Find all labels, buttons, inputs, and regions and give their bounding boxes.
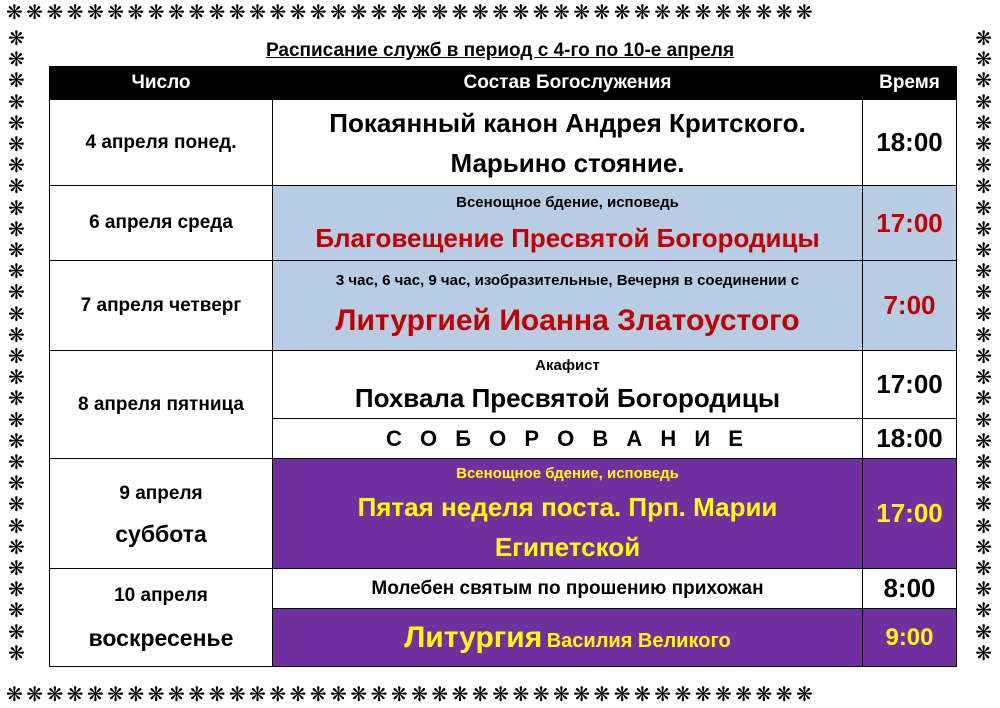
liturgy-label: Литургия: [404, 620, 543, 654]
col-time-header: Время: [863, 67, 957, 100]
ornament-border-top: ❋❋❋❋❋❋❋❋❋❋❋❋❋❋❋❋❋❋❋❋❋❋❋❋❋❋❋❋❋❋❋❋❋❋❋❋❋❋❋❋: [6, 0, 817, 24]
service-line: Марьино стояние.: [450, 147, 685, 178]
row-time: 17:00: [863, 351, 957, 419]
service-line: Покаянный канон Андрея Критского.: [329, 107, 806, 138]
service-line: Похвала Пресвятой Богородицы: [354, 382, 781, 413]
row-date: 8 апреля пятница: [50, 351, 273, 459]
page-title: Расписание служб в период с 4-го по 10-е апреля: [265, 40, 735, 61]
table-row: [50, 261, 957, 351]
schedule-table: [49, 66, 957, 667]
row-date: [50, 569, 273, 667]
row-service: [273, 100, 863, 186]
row-service: [273, 459, 863, 569]
date-line: 10 апреля: [114, 584, 208, 606]
row-time-extra: 18:00: [863, 419, 957, 459]
date-line: воскресенье: [88, 624, 234, 651]
row-date: 6 апреля среда: [50, 186, 273, 261]
table-row: [50, 569, 957, 609]
row-time: 17:00: [863, 186, 957, 261]
service-line: 3 час, 6 час, 9 час, изобразительные, Вечерня в соединении с: [335, 271, 800, 289]
ornament-border-bottom: ❋❋❋❋❋❋❋❋❋❋❋❋❋❋❋❋❋❋❋❋❋❋❋❋❋❋❋❋❋❋❋❋❋❋❋❋❋❋❋❋: [6, 682, 817, 706]
col-service-header: Состав Богослужения: [273, 67, 863, 100]
row-service: [273, 351, 863, 419]
table-row: [50, 100, 957, 186]
row-service: [273, 261, 863, 351]
service-line: Акафист: [535, 356, 600, 374]
feast-name: Египетской: [494, 531, 641, 562]
row-time-extra: 9:00: [863, 609, 957, 667]
ornament-border-left: ❋❋❋❋❋❋❋❋❋❋❋❋❋❋❋❋❋❋❋❋❋❋❋❋❋❋❋❋❋❋: [8, 26, 25, 665]
row-time: 8:00: [863, 569, 957, 609]
table-row: [50, 351, 957, 419]
feast-name: Литургией Иоанна Златоустого: [335, 303, 800, 337]
table-row: [50, 459, 957, 569]
row-time: 7:00: [863, 261, 957, 351]
service-line: Всенощное бдение, исповедь: [456, 464, 679, 482]
row-time: 17:00: [863, 459, 957, 569]
row-service: Молебен святым по прошению прихожан: [273, 569, 863, 609]
table-row: [50, 186, 957, 261]
date-line: суббота: [115, 520, 207, 547]
liturgy-sublabel: Василия Великого: [546, 629, 731, 652]
feast-name: Пятая неделя поста. Прп. Марии: [357, 491, 778, 522]
col-date-header: Число: [50, 67, 273, 100]
service-line: Всенощное бдение, исповедь: [456, 194, 679, 211]
row-service-extra: [273, 609, 863, 667]
table-header-row: [50, 67, 957, 100]
row-date: [50, 459, 273, 569]
row-date: 4 апреля понед.: [50, 100, 273, 186]
ornament-border-right: ❋❋❋❋❋❋❋❋❋❋❋❋❋❋❋❋❋❋❋❋❋❋❋❋❋❋❋❋❋❋: [975, 26, 992, 665]
row-date: 7 апреля четверг: [50, 261, 273, 351]
row-service: [273, 186, 863, 261]
row-time: 18:00: [863, 100, 957, 186]
row-service-extra: С О Б О Р О В А Н И Е: [273, 419, 863, 459]
feast-name: Благовещение Пресвятой Богородицы: [315, 223, 820, 253]
date-line: 9 апреля: [119, 482, 203, 504]
